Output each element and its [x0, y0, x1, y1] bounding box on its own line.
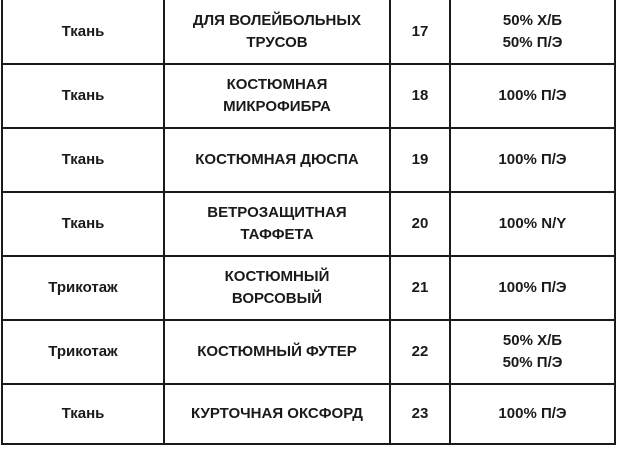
table-row — [2, 256, 615, 320]
composition-line: 100% П/Э — [498, 405, 567, 422]
table-row — [2, 0, 615, 64]
composition-line: 50% Х/Б — [502, 332, 563, 349]
fabric-composition-cell — [450, 128, 615, 192]
fabric-composition-cell — [450, 64, 615, 128]
fabric-name-cell — [164, 384, 390, 444]
composition-line: 50% Х/Б — [502, 11, 563, 29]
table-row — [2, 64, 615, 128]
fabric-composition-cell — [450, 320, 615, 384]
fabric-name-line: ТРУСОВ — [246, 33, 308, 51]
fabric-name-line: ТАФФЕТА — [240, 226, 314, 243]
fabric-table — [1, 0, 616, 445]
fabric-composition-cell — [450, 192, 615, 256]
fabric-number-cell: 18 — [390, 64, 450, 128]
fabric-kind-cell: Ткань — [2, 128, 164, 192]
fabric-number-cell: 17 — [390, 0, 450, 64]
fabric-number-cell: 21 — [390, 256, 450, 320]
fabric-kind-cell: Трикотаж — [2, 320, 164, 384]
fabric-composition-cell — [450, 0, 615, 64]
fabric-name-line: КОСТЮМНАЯ ДЮСПА — [195, 151, 359, 168]
fabric-name-cell — [164, 128, 390, 192]
composition-line: 100% П/Э — [498, 87, 567, 104]
fabric-number-cell: 22 — [390, 320, 450, 384]
fabric-composition-cell — [450, 256, 615, 320]
fabric-kind-cell: Ткань — [2, 192, 164, 256]
fabric-name-line: МИКРОФИБРА — [223, 98, 331, 115]
fabric-name-line: ВОРСОВЫЙ — [231, 290, 323, 307]
fabric-name-cell — [164, 192, 390, 256]
composition-line: 50% П/Э — [502, 33, 563, 51]
composition-line: 100% П/Э — [498, 279, 567, 296]
table-row — [2, 320, 615, 384]
fabric-name-cell — [164, 256, 390, 320]
table-row — [2, 384, 615, 444]
fabric-name-line: КОСТЮМНАЯ — [226, 76, 328, 93]
fabric-kind-cell: Трикотаж — [2, 256, 164, 320]
fabric-name-line: ВЕТРОЗАЩИТНАЯ — [207, 204, 347, 221]
fabric-composition-cell — [450, 384, 615, 444]
fabric-kind-cell: Ткань — [2, 0, 164, 64]
fabric-kind-cell: Ткань — [2, 384, 164, 444]
fabric-number-cell: 23 — [390, 384, 450, 444]
fabric-name-line: КОСТЮМНЫЙ ФУТЕР — [197, 343, 357, 360]
fabric-kind-cell: Ткань — [2, 64, 164, 128]
fabric-name-line: КОСТЮМНЫЙ — [224, 268, 330, 285]
fabric-name-line: ДЛЯ ВОЛЕЙБОЛЬНЫХ — [192, 11, 362, 29]
table-row — [2, 192, 615, 256]
fabric-number-cell: 20 — [390, 192, 450, 256]
fabric-name-cell — [164, 320, 390, 384]
fabric-number-cell: 19 — [390, 128, 450, 192]
fabric-name-cell — [164, 0, 390, 64]
table-row — [2, 128, 615, 192]
composition-line: 100% N/Y — [498, 215, 567, 232]
composition-line: 100% П/Э — [498, 151, 567, 168]
composition-line: 50% П/Э — [502, 354, 563, 371]
fabric-name-line: КУРТОЧНАЯ ОКСФОРД — [191, 405, 363, 422]
fabric-name-cell — [164, 64, 390, 128]
